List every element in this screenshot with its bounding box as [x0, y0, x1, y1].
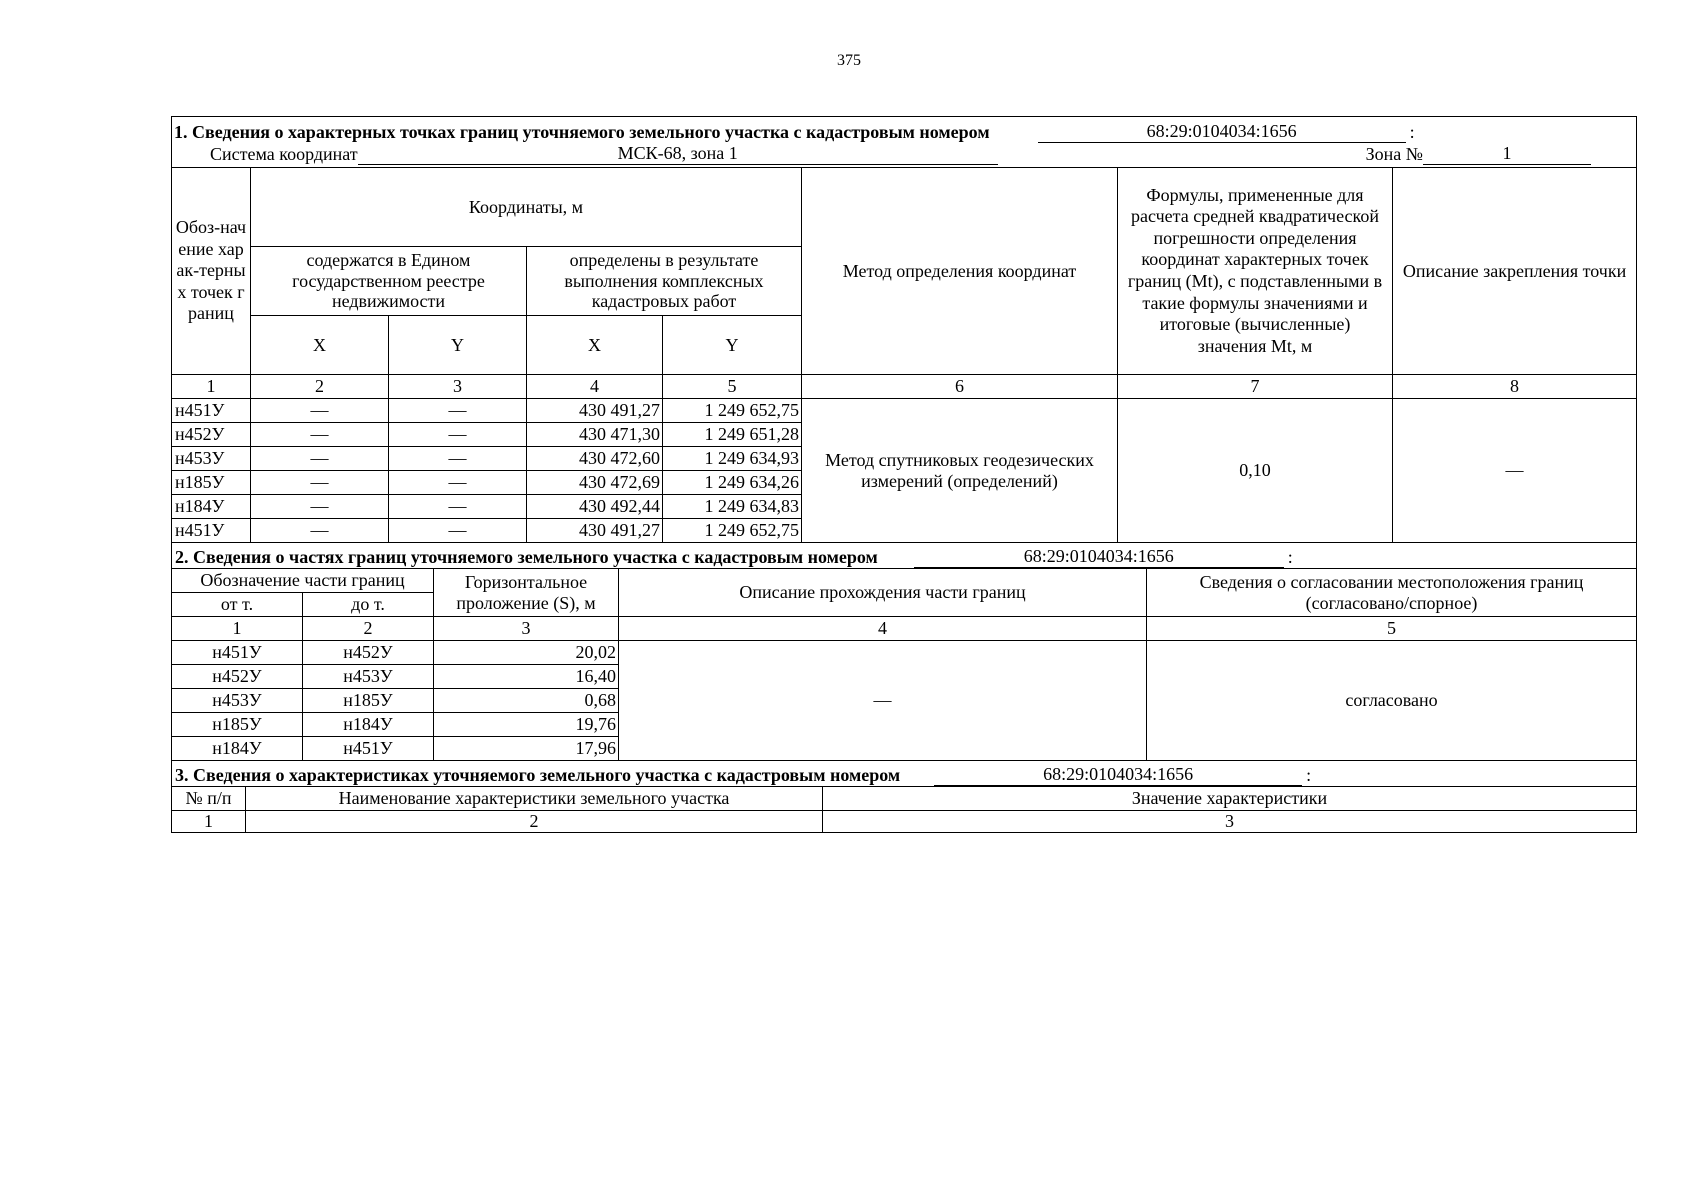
section3-title: 3. Сведения о характеристиках уточняемого земельного участка с кадастровым номером	[175, 765, 901, 786]
y-complex: 1 249 634,93	[663, 447, 802, 471]
x-egrn: —	[251, 519, 389, 543]
x-egrn: —	[251, 471, 389, 495]
part-from: н453У	[172, 689, 303, 713]
header-name: Наименование характеристики земельного участка	[246, 787, 823, 811]
x-complex: 430 491,27	[527, 399, 663, 423]
page-number: 375	[837, 52, 861, 69]
section3-cadastral-number: 68:29:0104034:1656	[934, 764, 1302, 786]
header-x-egrn: X	[251, 316, 389, 375]
col-number: 5	[663, 375, 802, 399]
section2-title: 2. Сведения о частях границ уточняемого земельного участка с кадастровым номером	[175, 547, 878, 568]
section1-col-numbers	[172, 375, 1637, 399]
col-number: 8	[1393, 375, 1637, 399]
part-to: н451У	[303, 737, 434, 761]
header-designation: Обоз-начение харак-терных точек границ	[172, 168, 251, 375]
section2-header	[172, 543, 1637, 569]
horizontal-value: 17,96	[434, 737, 619, 761]
section3-header	[172, 761, 1637, 787]
col-number: 6	[802, 375, 1118, 399]
header-fixing: Описание закрепления точки	[1393, 168, 1637, 375]
part-from: н185У	[172, 713, 303, 737]
header-from: от т.	[172, 593, 303, 617]
description-value: —	[619, 641, 1147, 761]
horizontal-value: 20,02	[434, 641, 619, 665]
col-number: 1	[172, 617, 303, 641]
section1-colon: :	[1409, 122, 1415, 143]
x-complex: 430 472,60	[527, 447, 663, 471]
x-complex: 430 472,69	[527, 471, 663, 495]
y-egrn: —	[389, 399, 527, 423]
header-method: Метод определения координат	[802, 168, 1118, 375]
zone-label: Зона №	[1365, 144, 1423, 165]
section1-title: 1. Сведения о характерных точках границ уточняемого земельного участка с кадастровым номером	[174, 122, 990, 143]
y-egrn: —	[389, 471, 527, 495]
header-y-complex: Y	[663, 316, 802, 375]
method-value: Метод спутниковых геодезических измерений (определений)	[802, 399, 1118, 543]
point-name: н185У	[172, 471, 251, 495]
part-from: н184У	[172, 737, 303, 761]
header-agreement: Сведения о согласовании местоположения границ (согласовано/спорное)	[1147, 569, 1637, 617]
x-egrn: —	[251, 423, 389, 447]
col-number: 1	[172, 811, 246, 833]
section3-col-numbers	[172, 811, 1637, 833]
col-number: 4	[619, 617, 1147, 641]
part-from: н451У	[172, 641, 303, 665]
x-egrn: —	[251, 495, 389, 519]
coord-system-label: Система координат	[210, 144, 358, 165]
y-egrn: —	[389, 495, 527, 519]
section3-colon: :	[1306, 765, 1312, 786]
horizontal-value: 19,76	[434, 713, 619, 737]
col-number: 2	[303, 617, 434, 641]
header-horizontal: Горизонтальное проложение (S), м	[434, 569, 619, 617]
col-number: 2	[251, 375, 389, 399]
y-complex: 1 249 651,28	[663, 423, 802, 447]
header-description: Описание прохождения части границ	[619, 569, 1147, 617]
table-row	[172, 641, 1637, 665]
col-number: 3	[434, 617, 619, 641]
header-coordinates: Координаты, м	[251, 168, 802, 247]
y-complex: 1 249 634,26	[663, 471, 802, 495]
y-complex: 1 249 652,75	[663, 399, 802, 423]
header-to: до т.	[303, 593, 434, 617]
header-part: Обозначение части границ	[172, 569, 434, 593]
header-x-complex: X	[527, 316, 663, 375]
section2-table	[171, 542, 1637, 761]
y-complex: 1 249 634,83	[663, 495, 802, 519]
col-number: 1	[172, 375, 251, 399]
horizontal-value: 16,40	[434, 665, 619, 689]
x-complex: 430 492,44	[527, 495, 663, 519]
horizontal-value: 0,68	[434, 689, 619, 713]
section2-col-numbers	[172, 617, 1637, 641]
header-complex: определены в результате выполнения комплексных кадастровых работ	[527, 247, 802, 316]
part-from: н452У	[172, 665, 303, 689]
header-egrn: содержатся в Едином государственном реестре недвижимости	[251, 247, 527, 316]
x-egrn: —	[251, 399, 389, 423]
col-number: 5	[1147, 617, 1637, 641]
point-name: н184У	[172, 495, 251, 519]
coord-system-value: МСК-68, зона 1	[358, 143, 998, 165]
col-number: 2	[246, 811, 823, 833]
part-to: н453У	[303, 665, 434, 689]
header-y-egrn: Y	[389, 316, 527, 375]
point-name: н451У	[172, 399, 251, 423]
section3-table	[171, 760, 1637, 833]
header-no: № п/п	[172, 787, 246, 811]
section2-cadastral-number: 68:29:0104034:1656	[914, 546, 1284, 568]
col-number: 7	[1118, 375, 1393, 399]
mt-value: 0,10	[1118, 399, 1393, 543]
y-egrn: —	[389, 423, 527, 447]
part-to: н185У	[303, 689, 434, 713]
y-egrn: —	[389, 447, 527, 471]
header-formulas: Формулы, примененные для расчета средней квадратической погрешности определения координат характерных точек границ (Mt), с подставленными в такие формулы значениями и итоговые (вычисленные) значения Mt, м	[1118, 168, 1393, 375]
y-egrn: —	[389, 519, 527, 543]
zone-value: 1	[1423, 143, 1591, 165]
y-complex: 1 249 652,75	[663, 519, 802, 543]
agreement-value: согласовано	[1147, 641, 1637, 761]
document	[171, 116, 1636, 833]
part-to: н452У	[303, 641, 434, 665]
point-name: н451У	[172, 519, 251, 543]
section1-table	[171, 116, 1637, 543]
section1-cadastral-number: 68:29:0104034:1656	[1038, 121, 1406, 143]
col-number: 4	[527, 375, 663, 399]
x-egrn: —	[251, 447, 389, 471]
part-to: н184У	[303, 713, 434, 737]
col-number: 3	[823, 811, 1637, 833]
table-row	[172, 399, 1637, 423]
point-name: н453У	[172, 447, 251, 471]
section2-colon: :	[1287, 547, 1293, 568]
header-value: Значение характеристики	[823, 787, 1637, 811]
col-number: 3	[389, 375, 527, 399]
x-complex: 430 471,30	[527, 423, 663, 447]
section1-header	[172, 117, 1637, 168]
x-complex: 430 491,27	[527, 519, 663, 543]
fixing-value: —	[1393, 399, 1637, 543]
point-name: н452У	[172, 423, 251, 447]
